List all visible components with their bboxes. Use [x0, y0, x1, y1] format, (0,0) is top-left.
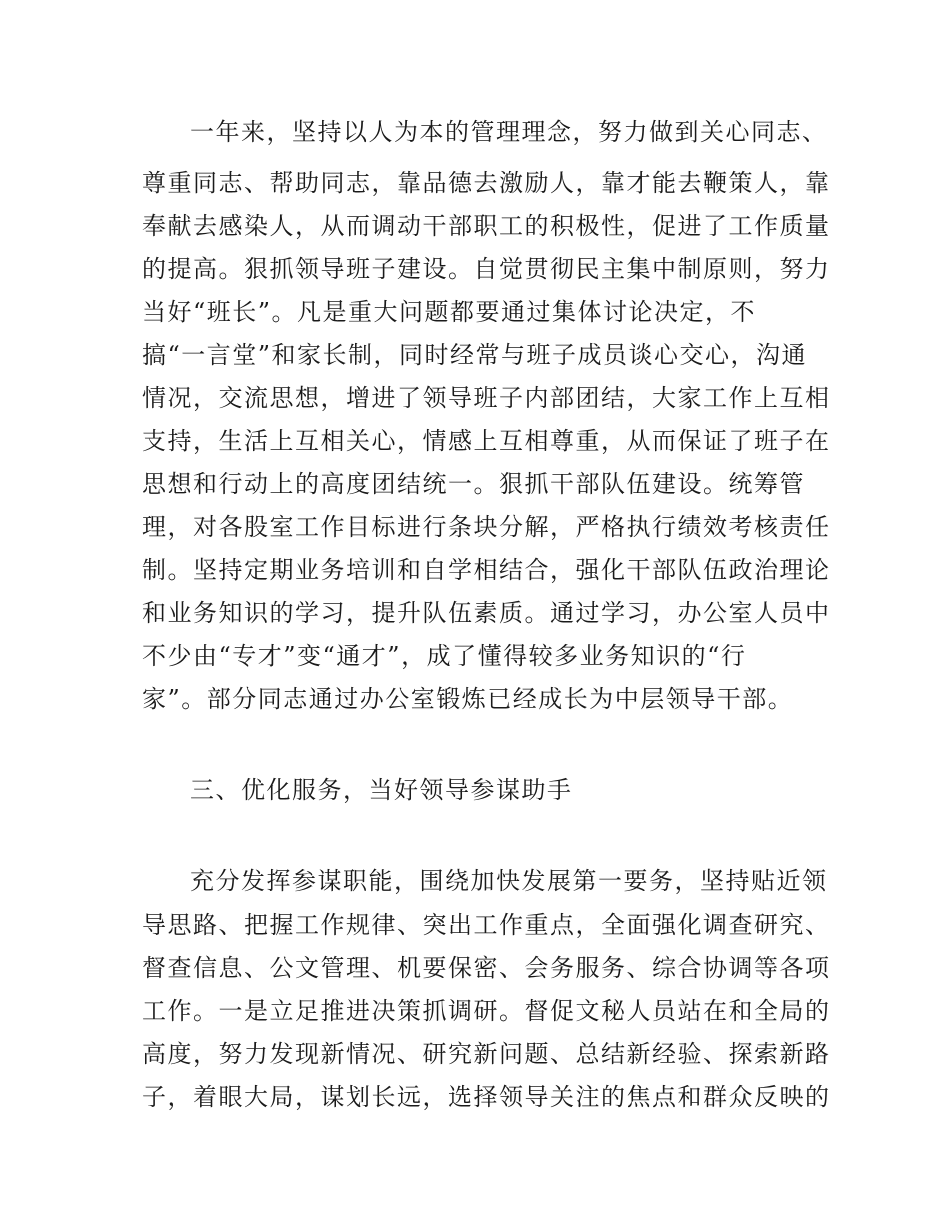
- paragraph-line: 和业务知识的学习，提升队伍素质。通过学习，办公室人员中: [142, 599, 831, 627]
- paragraph-line: 支持，生活上互相关心，情感上互相尊重，从而保证了班子在: [142, 427, 831, 455]
- paragraph-line: 子，着眼大局，谋划长远，选择领导关注的焦点和群众反映的: [142, 1083, 831, 1111]
- paragraph-line: 制。坚持定期业务培训和自学相结合，强化干部队伍政治理论: [142, 556, 831, 584]
- paragraph-line: 思想和行动上的高度团结统一。狠抓干部队伍建设。统筹管: [142, 470, 805, 498]
- paragraph-line: 一年来，坚持以人为本的管理理念，努力做到关心同志、: [190, 118, 828, 146]
- paragraph-line: 导思路、把握工作规律、突出工作重点，全面强化调查研究、: [142, 911, 831, 939]
- paragraph-line: 尊重同志、帮助同志，靠品德去激励人，靠才能去鞭策人，靠: [142, 169, 831, 197]
- paragraph-line: 家”。部分同志通过办公室锻炼已经成长为中层领导干部。: [142, 685, 794, 713]
- paragraph-line: 督查信息、公文管理、机要保密、会务服务、综合协调等各项: [142, 954, 831, 982]
- paragraph-line: 理，对各股室工作目标进行条块分解，严格执行绩效考核责任: [142, 513, 831, 541]
- section-heading: 三、优化服务，当好领导参谋助手: [190, 776, 573, 804]
- paragraph-line: 不少由“专才”变“通才”，成了懂得较多业务知识的“行: [142, 642, 747, 670]
- paragraph-line: 当好“班长”。凡是重大问题都要通过集体讨论决定，不: [142, 298, 757, 326]
- paragraph-line: 高度，努力发现新情况、研究新问题、总结新经验、探索新路: [142, 1040, 831, 1068]
- paragraph-line: 的提高。狠抓领导班子建设。自觉贯彻民主集中制原则，努力: [142, 255, 831, 283]
- paragraph-line: 搞“一言堂”和家长制，同时经常与班子成员谈心交心，沟通: [142, 341, 808, 369]
- paragraph-line: 充分发挥参谋职能，围绕加快发展第一要务，坚持贴近领: [190, 867, 828, 895]
- paragraph-line: 工作。一是立足推进决策抓调研。督促文秘人员站在和全局的: [142, 997, 831, 1025]
- paragraph-line: 情况，交流思想，增进了领导班子内部团结，大家工作上互相: [142, 384, 831, 412]
- paragraph-line: 奉献去感染人，从而调动干部职工的积极性，促进了工作质量: [142, 212, 831, 240]
